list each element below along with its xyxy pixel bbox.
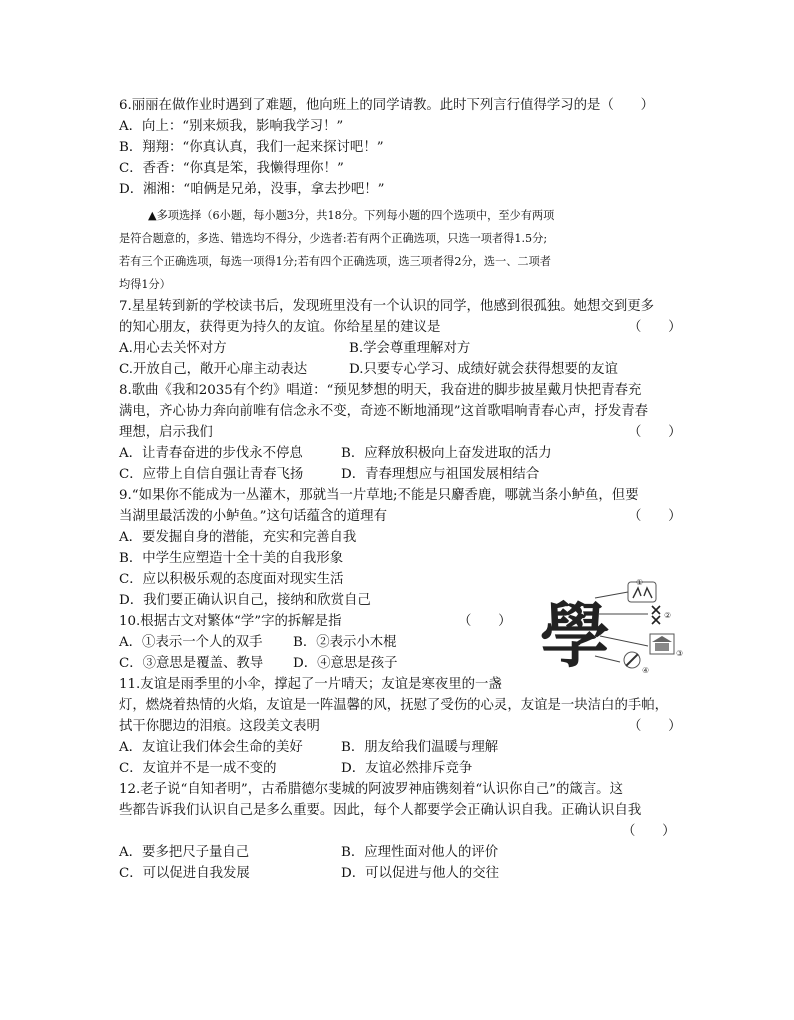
q7-option-d: D.只要专心学习、成绩好就会获得想要的友谊	[349, 362, 618, 377]
q8-stem-2: 满电，齐心协力奔向前唯有信念永不变，奇迹不断地涌现”这首歌唱响青春心声，抒发青春	[119, 404, 649, 419]
q9-option-c: C．应以积极乐观的态度面对现实生活	[119, 572, 344, 587]
q6-option-a: A．向上：“别来烦我，影响我学习！”	[119, 119, 344, 134]
q6-stem: 6.丽丽在做作业时遇到了难题，他向班上的同学请教。此时下列言行值得学习的是（ ）	[119, 98, 655, 113]
section-instruction-2: 是符合题意的，多选、错选均不得分，少选者:若有两个正确选项，只选一项者得1.5分;	[119, 232, 548, 245]
q8-stem-1: 8.歌曲《我和2035有个约》唱道：“预见梦想的明天，我奋进的脚步披星戴月快把青春充	[119, 383, 642, 398]
q9-stem-2: 当湖里最活泼的小鲈鱼。”这句话蕴含的道理有	[119, 509, 387, 524]
q7-answer-paren: （ ）	[628, 320, 682, 335]
q6-option-c: C．香香：“你真是笨，我懒得理你！”	[119, 161, 344, 176]
q9-stem-1: 9.“如果你不能成为一丛灌木，那就当一片草地;不能是只麝香鹿，哪就当条小鲈鱼，但要	[119, 488, 639, 503]
section-instruction-1: ▲多项选择（6小题，每小题3分，共18分。下列每小题的四个选项中，至少有两项	[148, 209, 555, 222]
q12-option-a: A．要多把尺子量自己	[119, 845, 250, 860]
q11-answer-paren: （ ）	[628, 719, 682, 734]
q9-option-b: B．中学生应塑造十全十美的自我形象	[119, 551, 344, 566]
q12-answer-paren: （ ）	[622, 824, 676, 839]
q11-stem-2: 灯，燃烧着热情的火焰，友谊是一阵温馨的风，抚慰了受伤的心灵，友谊是一块洁白的手帕，	[119, 698, 669, 713]
q10-option-b: B．②表示小木棍	[293, 635, 397, 650]
q9-option-a: A．要发掘自身的潜能，充实和完善自我	[119, 530, 357, 545]
label-3: ③	[676, 649, 684, 658]
q12-option-d: D．可以促进与他人的交往	[341, 866, 500, 881]
q9-option-d: D．我们要正确认识自己，接纳和欣赏自己	[119, 593, 371, 608]
q6-option-d: D．湘湘：“咱俩是兄弟，没事，拿去抄吧！”	[119, 182, 385, 197]
q8-option-d: D．青春理想应与祖国发展相结合	[341, 467, 540, 482]
q8-option-c: C．应带上自信自强让青春飞扬	[119, 467, 304, 482]
q11-stem-1: 11.友谊是雨季里的小伞，撑起了一片晴天；友谊是寒夜里的一盏	[119, 677, 502, 692]
q10-answer-paren: （ ）	[458, 614, 512, 629]
xue-diagram	[540, 576, 690, 676]
q8-answer-paren: （ ）	[628, 425, 682, 440]
q11-option-b: B．朋友给我们温暖与理解	[341, 740, 499, 755]
q11-option-a: A．友谊让我们体会生命的美好	[119, 740, 303, 755]
house-icon	[650, 634, 674, 654]
q8-option-a: A．让青春奋进的步伐永不停息	[119, 446, 303, 461]
crossed-sticks-icon	[652, 606, 660, 624]
q11-stem-3: 拭干你腮边的泪痕。这段美文表明	[119, 719, 320, 734]
label-1: ①	[636, 578, 644, 587]
q6-option-b: B．翔翔：“你真认真，我们一起来探讨吧！”	[119, 140, 384, 155]
q12-option-c: C．可以促进自我发展	[119, 866, 250, 881]
q8-option-b: B．应释放积极向上奋发进取的活力	[341, 446, 552, 461]
q10-option-d: D．④意思是孩子	[293, 656, 398, 671]
xue-character-figure	[540, 576, 690, 676]
section-instruction-4: 均得1分）	[119, 278, 171, 291]
label-2: ②	[664, 611, 672, 620]
child-icon	[624, 652, 640, 668]
xue-character: 學	[540, 594, 610, 676]
q9-answer-paren: （ ）	[628, 509, 682, 524]
q10-stem: 10.根据古文对繁体“学”字的拆解是指	[119, 614, 342, 629]
q11-option-d: D．友谊必然排斥竞争	[341, 761, 473, 776]
q7-option-a: A.用心去关怀对方	[119, 341, 227, 356]
q7-option-c: C.开放自己，敞开心扉主动表达	[119, 362, 308, 377]
q12-stem-2: 些都告诉我们认识自己是多么重要。因此，每个人都要学会正确认识自我。正确认识自我	[119, 803, 642, 818]
label-4: ④	[642, 666, 650, 675]
q10-option-c: C．③意思是覆盖、教导	[119, 656, 264, 671]
q11-option-c: C．友谊并不是一成不变的	[119, 761, 277, 776]
q10-option-a: A．①表示一个人的双手	[119, 635, 263, 650]
q7-stem-1: 7.星星转到新的学校读书后，发现班里没有一个认识的同学，他感到很孤独。她想交到更多	[119, 299, 655, 314]
q12-stem-1: 12.老子说“自知者明”，古希腊德尔斐城的阿波罗神庙镌刻着“认识你自己”的箴言。这	[119, 782, 623, 797]
q7-stem-2: 的知心朋友，获得更为持久的友谊。你给星星的建议是	[119, 320, 441, 335]
q8-stem-3: 理想，启示我们	[119, 425, 213, 440]
section-instruction-3: 若有三个正确选项，每选一项得1分;若有四个正确选项，选三项者得2分，选一、二项者	[119, 255, 551, 268]
q7-option-b: B.学会尊重理解对方	[349, 341, 471, 356]
q12-option-b: B．应理性面对他人的评价	[341, 845, 499, 860]
